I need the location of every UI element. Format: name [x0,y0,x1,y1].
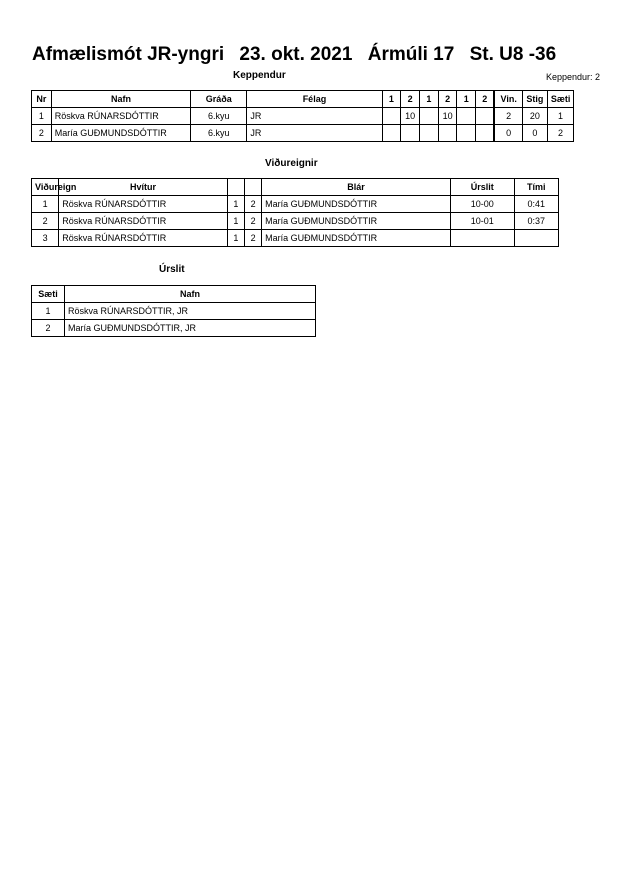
col-nr: Nr [32,91,52,108]
competitor-points: 0 [522,125,547,142]
match-number: 3 [32,230,59,247]
matches-header-row [32,179,559,196]
col-blue-score [245,179,262,196]
white-marker: 1 [227,196,244,213]
results-table [31,285,316,337]
round-score [457,125,476,142]
round-score [382,108,401,125]
match-time: 0:37 [514,213,558,230]
blue-marker: 2 [245,213,262,230]
event-date: 23. okt. 2021 [239,44,353,65]
match-time: 0:41 [514,196,558,213]
match-number: 1 [32,196,59,213]
match-row [32,213,559,230]
match-row [32,230,559,247]
col-result: Úrslit [450,179,514,196]
col-round: 1 [382,91,401,108]
competitor-points: 20 [522,108,547,125]
white-competitor: Röskva RÚNARSDÓTTIR [59,196,228,213]
col-time: Tími [514,179,558,196]
result-row [32,320,316,337]
col-grade: Gráða [191,91,247,108]
match-result: 10-01 [450,213,514,230]
competitor-grade: 6.kyu [191,108,247,125]
result-place: 1 [32,303,65,320]
competitor-name: María GUÐMUNDSDÓTTIR [51,125,190,142]
result-row [32,303,316,320]
white-competitor: Röskva RÚNARSDÓTTIR [59,230,228,247]
col-wins: Vin. [494,91,522,108]
col-place: Sæti [547,91,573,108]
competitor-row [32,125,574,142]
results-header-row [32,286,316,303]
event-location: Ármúli 17 [367,44,455,65]
competitor-wins: 2 [494,108,522,125]
result-name: Röskva RÚNARSDÓTTIR, JR [65,303,316,320]
competitor-nr: 2 [32,125,52,142]
white-marker: 1 [227,213,244,230]
match-row [32,196,559,213]
col-round: 1 [420,91,439,108]
result-name: María GUÐMUNDSDÓTTIR, JR [65,320,316,337]
competitors-header-row [32,91,574,108]
competitor-wins: 0 [494,125,522,142]
col-round: 2 [401,91,420,108]
matches-table [31,178,559,247]
competitor-place: 1 [547,108,573,125]
col-white: Hvítur [59,179,228,196]
competitor-place: 2 [547,125,573,142]
col-round: 2 [476,91,495,108]
blue-competitor: María GUÐMUNDSDÓTTIR [262,196,451,213]
round-score [476,108,495,125]
match-result [450,230,514,247]
col-points: Stig [522,91,547,108]
col-round: 1 [457,91,476,108]
blue-competitor: María GUÐMUNDSDÓTTIR [262,213,451,230]
match-result: 10-00 [450,196,514,213]
results-heading: Úrslit [159,264,185,275]
matches-heading: Viðureignir [265,158,318,169]
col-place: Sæti [32,286,65,303]
white-marker: 1 [227,230,244,247]
round-score [420,125,439,142]
col-blue: Blár [262,179,451,196]
page-title [32,44,556,66]
col-white-score [227,179,244,196]
round-score [420,108,439,125]
match-number: 2 [32,213,59,230]
col-round: 2 [438,91,457,108]
col-name: Nafn [65,286,316,303]
match-time [514,230,558,247]
round-score [382,125,401,142]
blue-marker: 2 [245,230,262,247]
col-name: Nafn [51,91,190,108]
competitors-count: Keppendur: 2 [545,72,600,82]
round-score: 10 [438,108,457,125]
blue-marker: 2 [245,196,262,213]
competitor-nr: 1 [32,108,52,125]
result-place: 2 [32,320,65,337]
round-score [401,125,420,142]
blue-competitor: María GUÐMUNDSDÓTTIR [262,230,451,247]
competitor-club: JR [247,108,382,125]
round-score [476,125,495,142]
competitors-heading: Keppendur [233,70,286,81]
event-name: Afmælismót JR-yngri [32,44,225,65]
competitor-row [32,108,574,125]
competitor-club: JR [247,125,382,142]
event-section: St. U8 -36 [469,44,557,65]
col-match: Viðureign [32,179,59,196]
competitor-grade: 6.kyu [191,125,247,142]
competitors-table [31,90,574,142]
round-score [438,125,457,142]
competitor-name: Röskva RÚNARSDÓTTIR [51,108,190,125]
round-score [457,108,476,125]
round-score: 10 [401,108,420,125]
white-competitor: Röskva RÚNARSDÓTTIR [59,213,228,230]
col-club: Félag [247,91,382,108]
